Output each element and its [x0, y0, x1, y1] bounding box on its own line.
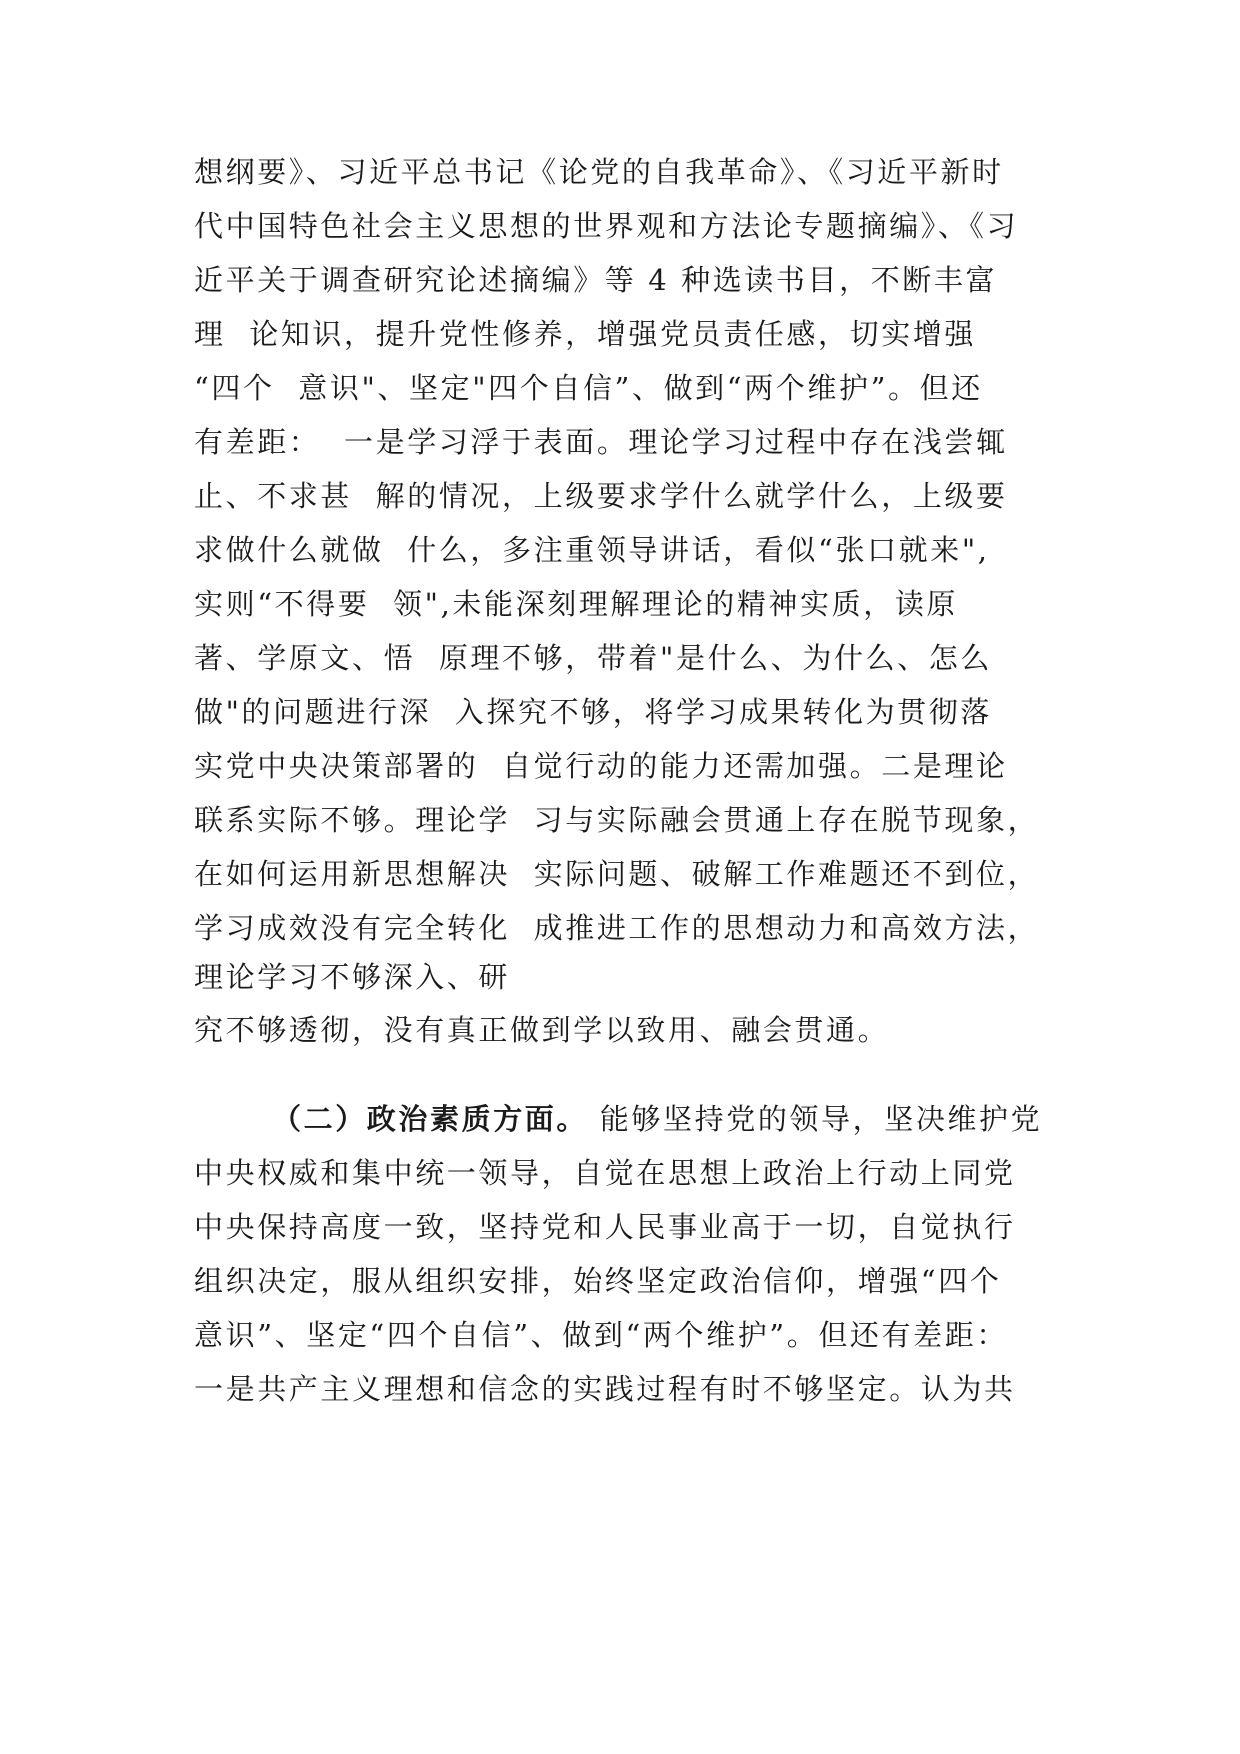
section-2-heading: （二）政治素质方面。: [272, 1102, 589, 1136]
paragraph-line: 组织决定，服从组织安排，始终坚定政治信仰，增强“四个: [194, 1264, 1002, 1298]
paragraph-line: 求做什么就做 什么，多注重领导讲话，看似“张口就来",: [194, 533, 990, 567]
paragraph-line: 止、不求甚 解的情况，上级要求学什么就学什么，上级要: [194, 479, 1008, 513]
paragraph-line: 著、学原文、悟 原理不够，带着"是什么、为什么、怎么: [194, 641, 992, 675]
paragraph-line: 代中国特色社会主义思想的世界观和方法论专题摘编》、《习: [194, 209, 1019, 243]
paragraph-line: 实党中央决策部署的 自觉行动的能力还需加强。二是理论: [194, 749, 1008, 783]
section-2-first-line: [272, 1099, 1042, 1139]
paragraph-line: 想纲要》、习近平总书记《论党的自我革命》、《习近平新时: [194, 155, 1004, 189]
paragraph-line: 学习成效没有完全转化 成推进工作的思想动力和高效方法，: [194, 911, 1040, 945]
paragraph-line: 有差距： 一是学习浮于表面。理论学习过程中存在浅尝辄: [194, 425, 1008, 459]
paragraph-line: “四个 意识"、坚定"四个自信”、做到“两个维护”。但还: [194, 371, 983, 405]
section-2-first-line-text: 能够坚持党的领导，坚决维护党: [588, 1102, 1043, 1136]
paragraph-line: 理论学习不够深入、研: [194, 960, 511, 994]
paragraph-line: 究不够透彻，没有真正做到学以致用、融会贯通。: [194, 1013, 890, 1047]
paragraph-line: 实则“不得要 领",未能深刻理解理论的精神实质，读原: [194, 587, 959, 621]
paragraph-line: 中央权威和集中统一领导，自觉在思想上政治上行动上同党: [194, 1156, 1016, 1190]
paragraph-line: 联系实际不够。理论学 习与实际融会贯通上存在脱节现象，: [194, 803, 1040, 837]
paragraph-line: 做"的问题进行深 入探究不够，将学习成果转化为贯彻落: [194, 695, 992, 729]
paragraph-line: 中央保持高度一致，坚持党和人民事业高于一切，自觉执行: [194, 1210, 1016, 1244]
paragraph-line: 在如何运用新思想解决 实际问题、破解工作难题还不到位，: [194, 857, 1040, 891]
paragraph-line: 近平关于调查研究论述摘编》等 4 种选读书目，不断丰富: [194, 263, 998, 297]
paragraph-line: 意识”、坚定“四个自信”、做到“两个维护”。但还有差距：: [194, 1318, 1008, 1352]
paragraph-line: 理 论知识，提升党性修养，增强党员责任感，切实增强: [194, 317, 977, 351]
paragraph-line: 一是共产主义理想和信念的实践过程有时不够坚定。认为共: [194, 1372, 1016, 1406]
